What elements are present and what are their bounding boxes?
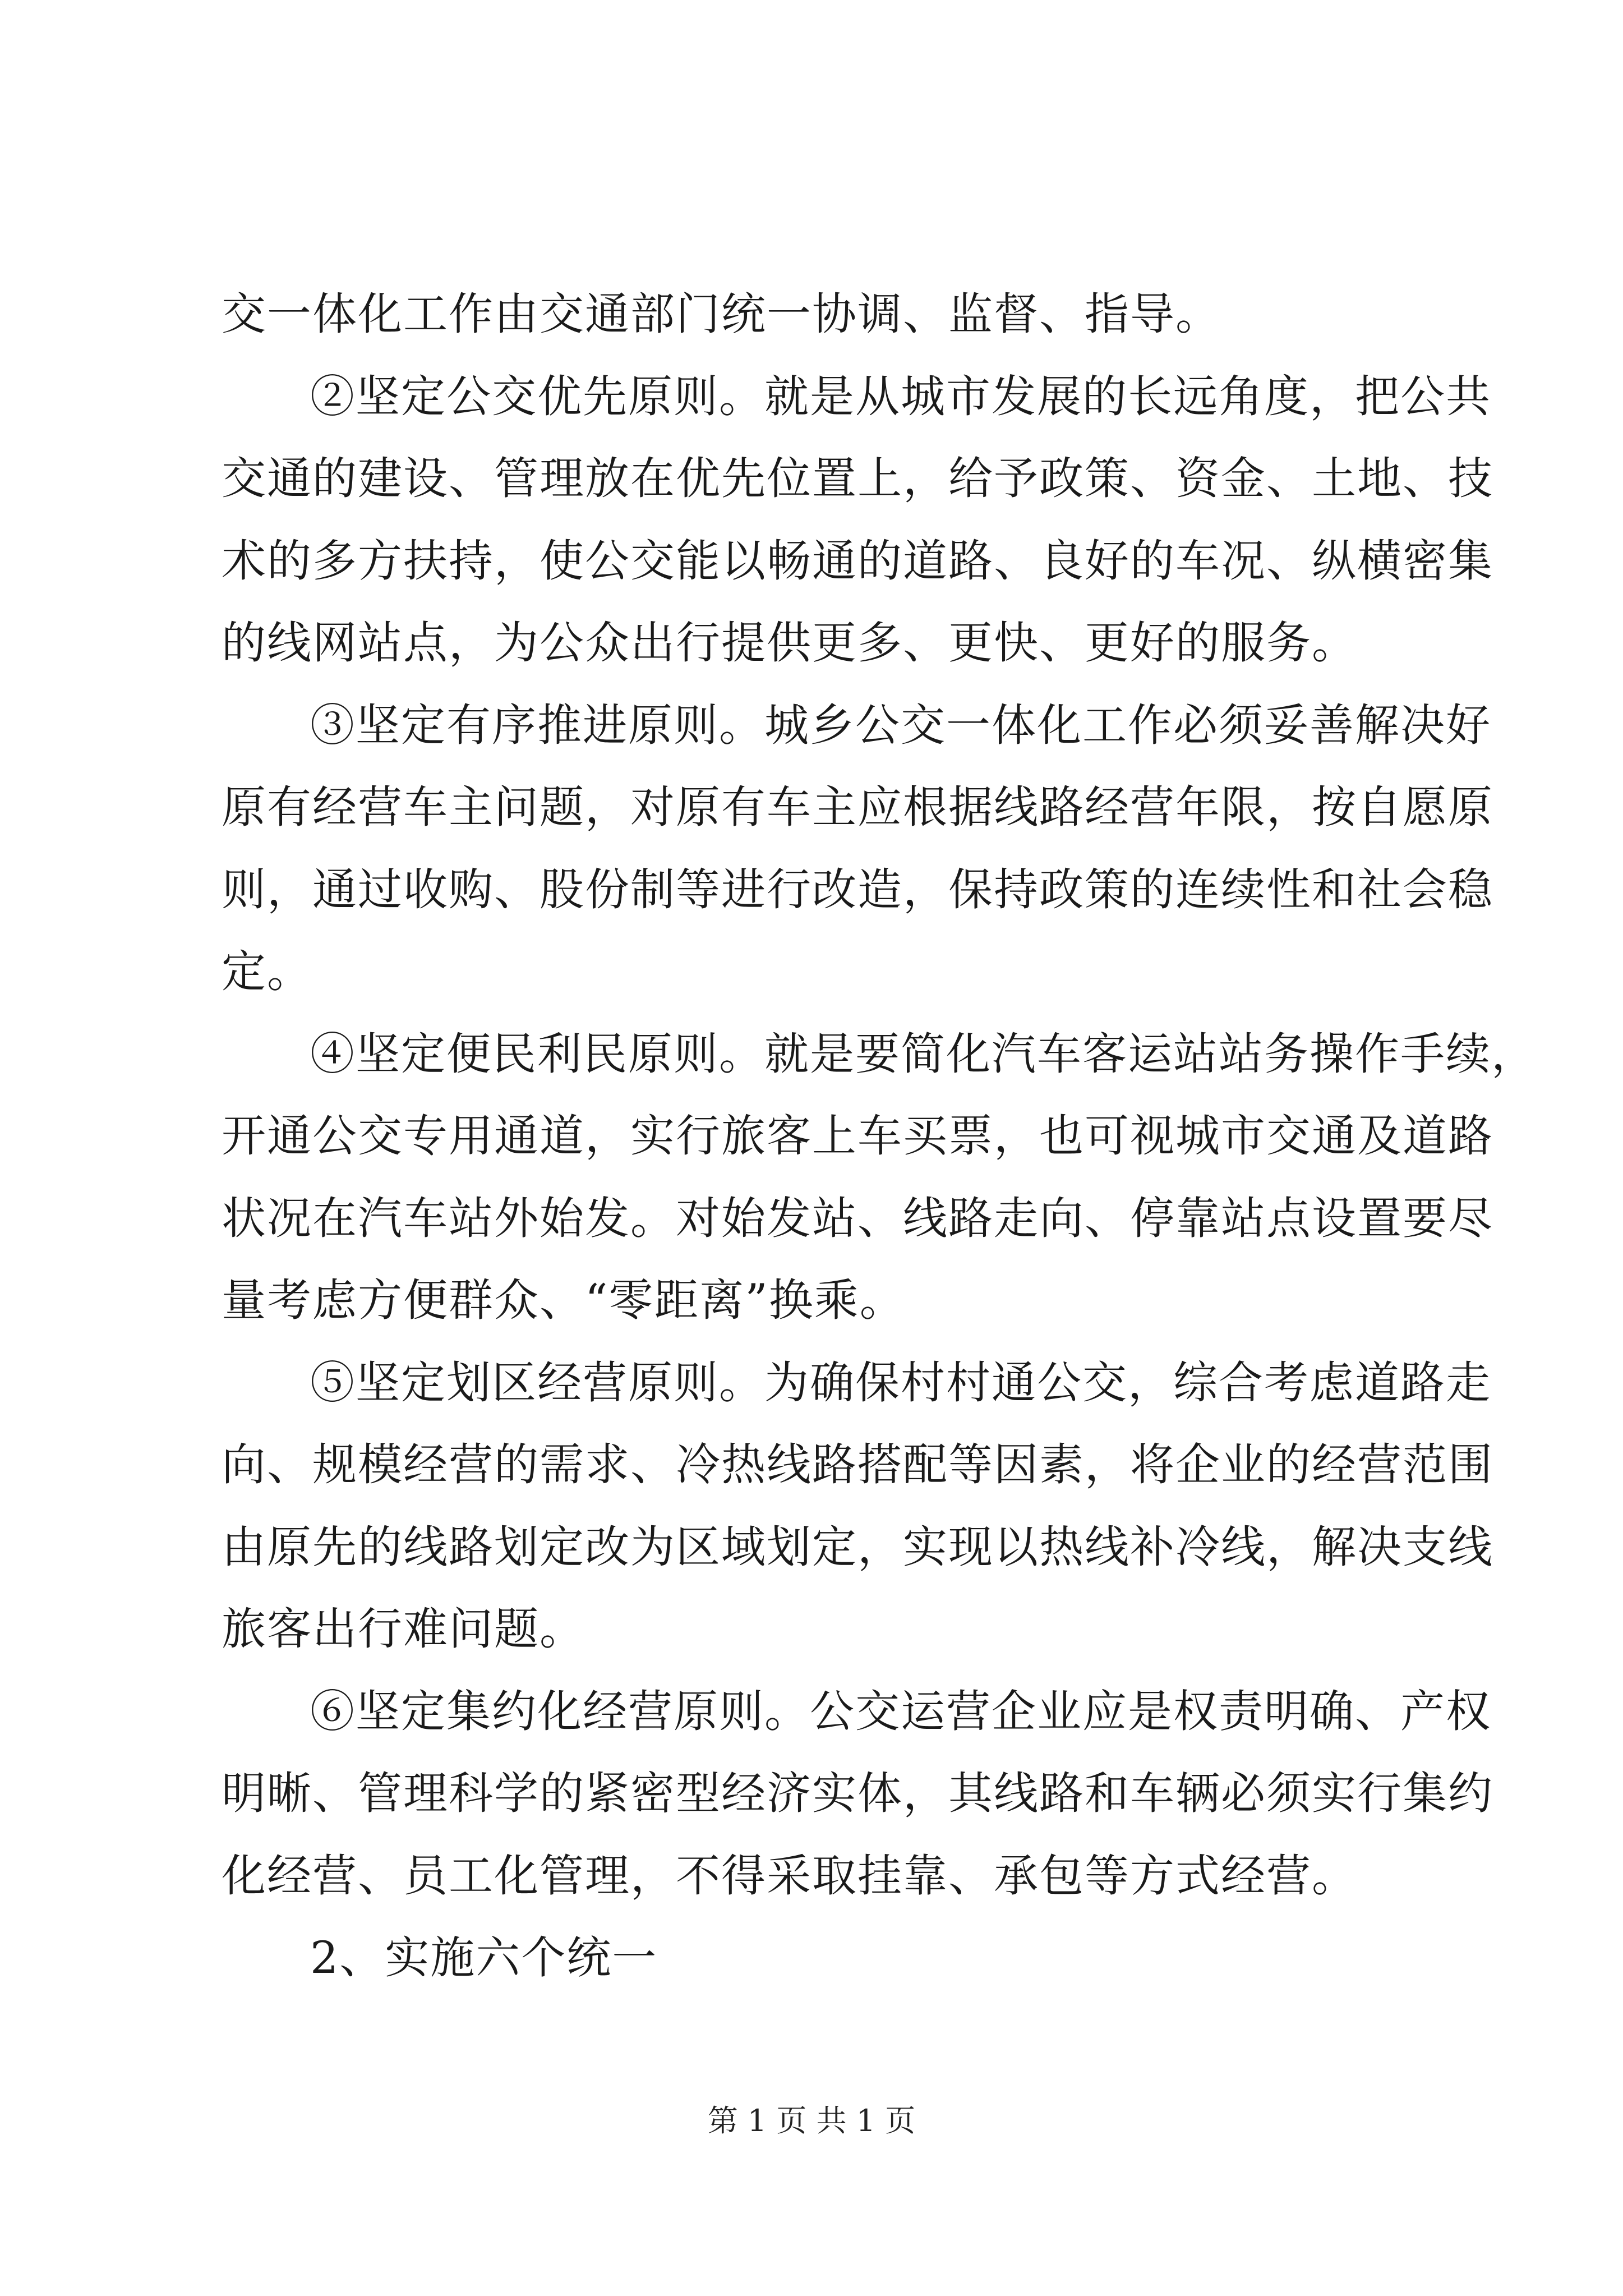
text-line: 2、实施六个统一 — [310, 1932, 658, 1984]
page-footer: 第 1 页 共 1 页 — [707, 2103, 916, 2138]
text-line: 定。 — [222, 946, 312, 997]
text-line: 原有经营车主问题，对原有车主应根据线路经营年限，按自愿原 — [222, 781, 1493, 833]
text-line: 术的多方扶持，使公交能以畅通的道路、良好的车况、纵横密集 — [222, 535, 1493, 587]
text-line: ③坚定有序推进原则。城乡公交一体化工作必须妥善解决好 — [310, 699, 1491, 751]
text-line: 状况在汽车站外始发。对始发站、线路走向、停靠站点设置要尽 — [222, 1192, 1493, 1244]
text-line: 明晰、管理科学的紧密型经济实体，其线路和车辆必须实行集约 — [222, 1768, 1493, 1819]
text-line: 的线网站点，为公众出行提供更多、更快、更好的服务。 — [222, 617, 1357, 669]
text-line: ⑤坚定划区经营原则。为确保村村通公交，综合考虑道路走 — [310, 1356, 1491, 1409]
text-line: 化经营、员工化管理，不得采取挂靠、承包等方式经营。 — [222, 1849, 1357, 1902]
text-line: ②坚定公交优先原则。就是从城市发展的长远角度，把公共 — [310, 370, 1491, 422]
text-line: 旅客出行难问题。 — [222, 1603, 585, 1655]
text-line: 则，通过收购、股份制等进行改造，保持政策的连续性和社会稳 — [222, 863, 1493, 915]
document-body — [222, 273, 1537, 1999]
text-line: 由原先的线路划定改为区域划定，实现以热线补冷线，解决支线 — [222, 1521, 1493, 1573]
text-line: ⑥坚定集约化经营原则。公交运营企业应是权责明确、产权 — [310, 1685, 1491, 1737]
text-line: 开通公交专用通道，实行旅客上车买票，也可视城市交通及道路 — [222, 1110, 1493, 1162]
text-line: ④坚定便民利民原则。就是要简化汽车客运站站务操作手续， — [310, 1028, 1537, 1080]
text-line: 量考虑方便群众、“零距离”换乘。 — [222, 1274, 905, 1326]
text-line: 向、规模经营的需求、冷热线路搭配等因素，将企业的经营范围 — [222, 1439, 1493, 1490]
text-line: 交一体化工作由交通部门统一协调、监督、指导。 — [222, 288, 1221, 340]
text-line: 交通的建设、管理放在优先位置上，给予政策、资金、土地、技 — [222, 453, 1493, 504]
